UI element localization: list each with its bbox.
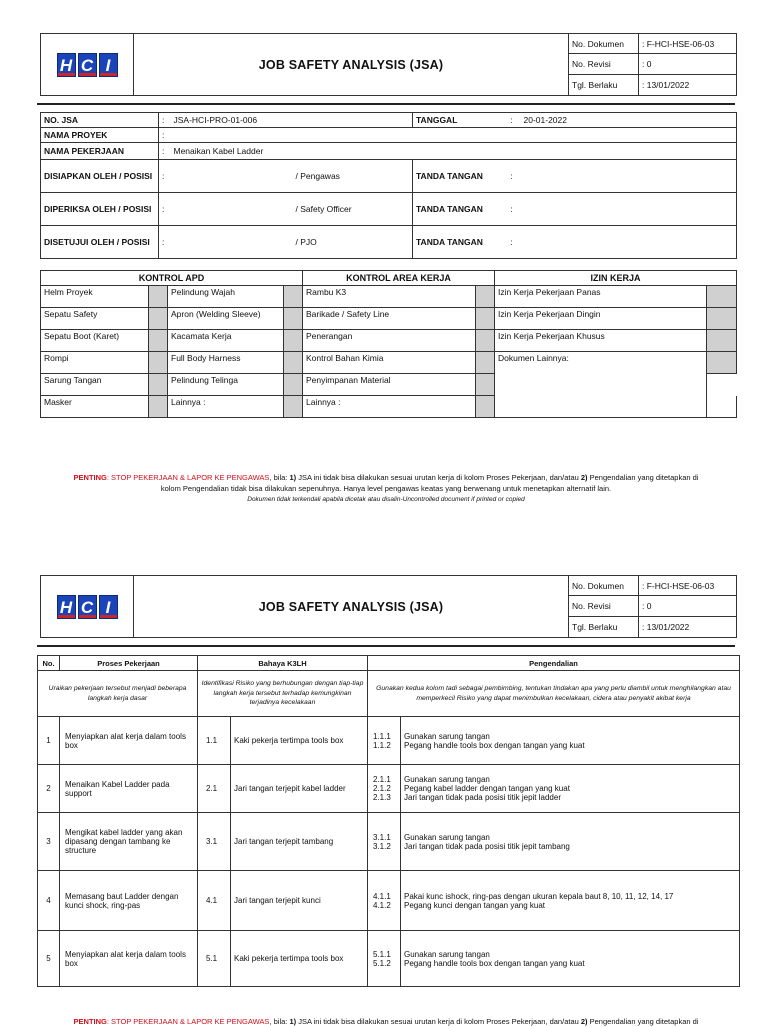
- checkbox[interactable]: [284, 352, 303, 374]
- ppe-item: Sepatu Boot (Karet): [41, 330, 149, 352]
- signature-label: TANDA TANGAN: [413, 193, 503, 226]
- checkbox[interactable]: [149, 308, 168, 330]
- signature-field[interactable]: [521, 193, 737, 226]
- control-texts: [401, 765, 740, 813]
- warning-notice: PENTING: STOP PEKERJAAN & LAPOR KE PENGAWAS, bila: 1) JSA ini tidak bisa dilakukan sesuai urutan kerja di kolom Proses Pekerjaan, dan/atau 2) Pengendalian yang ditetapkan di: [73, 1017, 699, 1026]
- header-divider: [37, 103, 735, 105]
- control-text: Jari tangan tidak pada posisi titik jepit ladder: [404, 793, 561, 802]
- ppe-item: Kacamata Kerja: [168, 330, 284, 352]
- hazard-id: 5.1: [198, 931, 231, 987]
- hazard-text: Kaki pekerja tertimpa tools box: [231, 717, 368, 765]
- ppe-item: Lainnya :: [168, 396, 284, 418]
- col-process-header: Proses Pekerjaan: [60, 656, 198, 671]
- checkbox[interactable]: [149, 330, 168, 352]
- hazard-id: 4.1: [198, 871, 231, 931]
- permit-item: Izin Kerja Pekerjaan Panas: [495, 286, 707, 308]
- checked-by-role: / Safety Officer: [293, 193, 413, 226]
- area-item: Kontrol Bahan Kimia: [303, 352, 476, 374]
- ppe-item: Pelindung Wajah: [168, 286, 284, 308]
- control-texts: [401, 931, 740, 987]
- approved-by-role: / PJO: [293, 226, 413, 259]
- checkbox[interactable]: [476, 286, 495, 308]
- task-row: [38, 931, 740, 987]
- control-id: 2.1.1: [373, 775, 391, 784]
- doc-no-label: No. Dokumen: [569, 34, 639, 54]
- revision-value: : 0: [639, 54, 737, 75]
- control-ids: [368, 813, 401, 871]
- control-texts: [401, 871, 740, 931]
- important-label: PENTING: [73, 473, 107, 482]
- company-logo: [41, 34, 134, 96]
- hazard-description: Identifikasi Risiko yang berhubungan dengan tiap-tiap langkah kerja tersebut terhadap kemungkinan terjadinya kecelakaan: [198, 671, 368, 717]
- control-ids: [368, 871, 401, 931]
- revision-value: : 0: [639, 596, 737, 617]
- control-id: 2.1.3: [373, 793, 391, 802]
- step-process: Menyiapkan alat kerja dalam tools box: [60, 931, 198, 987]
- effective-date-value: : 13/01/2022: [639, 75, 737, 96]
- hazard-text: Jari tangan terjepit kabel ladder: [231, 765, 368, 813]
- step-number: 5: [38, 931, 60, 987]
- hazard-text: Jari tangan terjepit tambang: [231, 813, 368, 871]
- permit-item: Izin Kerja Pekerjaan Dingin: [495, 308, 707, 330]
- control-id: 2.1.2: [373, 784, 391, 793]
- checkbox[interactable]: [707, 308, 737, 330]
- step-process: Menyiapkan alat kerja dalam tools box: [60, 717, 198, 765]
- hazard-text: Jari tangan terjepit kunci: [231, 871, 368, 931]
- ppe-item: Pelindung Telinga: [168, 374, 284, 396]
- step-number: 2: [38, 765, 60, 813]
- area-item: Penerangan: [303, 330, 476, 352]
- task-row: [38, 765, 740, 813]
- ppe-item: Full Body Harness: [168, 352, 284, 374]
- area-item: Lainnya :: [303, 396, 476, 418]
- control-id: 3.1.1: [373, 832, 391, 842]
- ppe-item: Apron (Welding Sleeve): [168, 308, 284, 330]
- area-item: Rambu K3: [303, 286, 476, 308]
- task-row: [38, 871, 740, 931]
- signature-field[interactable]: [521, 160, 737, 193]
- doc-no-label: No. Dokumen: [569, 576, 639, 596]
- col-hazard-header: Bahaya K3LH: [198, 656, 368, 671]
- checkbox[interactable]: [707, 352, 737, 374]
- control-id: 3.1.2: [373, 841, 391, 851]
- control-text: Pakai kunc ishock, ring-pas dengan ukuran kepala baut 8, 10, 11, 12, 14, 17: [404, 891, 674, 901]
- checkbox[interactable]: [149, 396, 168, 418]
- logo-letter: I: [99, 595, 118, 619]
- control-checklist: [40, 270, 737, 418]
- checkbox[interactable]: [476, 352, 495, 374]
- task-row: [38, 717, 740, 765]
- checkbox[interactable]: [707, 330, 737, 352]
- document-header-2: [40, 575, 737, 638]
- col-control-header: Pengendalian: [368, 656, 740, 671]
- control-ids: [368, 931, 401, 987]
- doc-no-value: : F-HCI-HSE-06-03: [639, 34, 737, 54]
- job-name-label: NAMA PEKERJAAN: [41, 143, 159, 160]
- hazard-id: 2.1: [198, 765, 231, 813]
- control-id: 5.1.1: [373, 949, 391, 959]
- hci-logo: [57, 595, 118, 619]
- uncontrolled-document-note: Dokumen tidak terkendali apabila dicetak atau disalin-Uncontrolled document if printed or copied: [247, 496, 525, 503]
- signature-label: TANDA TANGAN: [413, 160, 503, 193]
- checkbox[interactable]: [284, 374, 303, 396]
- control-text: Pegang kunci dengan tangan yang kuat: [404, 900, 546, 910]
- control-text: Pegang handle tools box dengan tangan yang kuat: [404, 958, 585, 968]
- ppe-item: Sarung Tangan: [41, 374, 149, 396]
- warning-notice: PENTING: STOP PEKERJAAN & LAPOR KE PENGAWAS, bila: 1) JSA ini tidak bisa dilakukan sesuai urutan kerja di kolom Proses Pekerjaan, dan/atau 2) Pengendalian yang ditetapkan di kolom Pengendalian tidak bisa dilakukan sepenuhnya. Hanya level pengawas keatas yang berwenang untuk menetapkan alternatif lain. Dokumen tidak terkendali apabila dicetak atau disalin-Uncontrolled document if printed or copied: [36, 472, 736, 505]
- permit-item: Dokumen Lainnya:: [495, 352, 707, 418]
- logo-letter: C: [78, 53, 97, 77]
- effective-date-value: : 13/01/2022: [639, 617, 737, 638]
- hazard-id: 3.1: [198, 813, 231, 871]
- control-id: 5.1.2: [373, 958, 391, 968]
- process-description: Uraikan pekerjaan tersebut menjadi beberapa langkah kerja dasar: [38, 671, 198, 717]
- step-process: Mengikat kabel ladder yang akan dipasang dengan tambang ke structure: [60, 813, 198, 871]
- checkbox[interactable]: [284, 286, 303, 308]
- control-id: 1.1.1: [373, 731, 391, 741]
- control-ids: [368, 717, 401, 765]
- control-texts: [401, 717, 740, 765]
- task-rows: [38, 717, 740, 987]
- step-number: 3: [38, 813, 60, 871]
- control-id: 1.1.2: [373, 740, 391, 750]
- signature-field[interactable]: [521, 226, 737, 259]
- control-text: Gunakan sarung tangan: [404, 775, 490, 784]
- ppe-control-header: KONTROL APD: [41, 271, 303, 286]
- revision-label: No. Revisi: [569, 54, 639, 75]
- col-no-header: No.: [38, 656, 60, 671]
- checked-by-label: DIPERIKSA OLEH / POSISI: [41, 193, 159, 226]
- step-process: Memasang baut Ladder dengan kunci shock, ring-pas: [60, 871, 198, 931]
- control-text: Pegang handle tools box dengan tangan yang kuat: [404, 740, 585, 750]
- prepared-by-role: / Pengawas: [293, 160, 413, 193]
- jsa-task-table: [37, 655, 740, 987]
- step-process: Menaikan Kabel Ladder pada support: [60, 765, 198, 813]
- checkbox[interactable]: [284, 396, 303, 418]
- work-area-control-header: KONTROL AREA KERJA: [303, 271, 495, 286]
- checkbox[interactable]: [476, 374, 495, 396]
- ppe-item: Sepatu Safety: [41, 308, 149, 330]
- document-title: JOB SAFETY ANALYSIS (JSA): [134, 34, 569, 96]
- signature-label: TANDA TANGAN: [413, 226, 503, 259]
- job-name-value: Menaikan Kabel Ladder: [171, 143, 737, 160]
- control-text: Gunakan sarung tangan: [404, 731, 490, 741]
- project-name-value: [171, 128, 737, 143]
- document-header-1: [40, 33, 737, 96]
- step-number: 4: [38, 871, 60, 931]
- checkbox[interactable]: [284, 330, 303, 352]
- area-item: Barikade / Safety Line: [303, 308, 476, 330]
- checkbox[interactable]: [476, 308, 495, 330]
- jsa-info-table: NO. JSA : JSA-HCI-PRO-01-006 TANGGAL : 20-01-2022 NAMA PROYEK : NAMA PEKERJAAN : Menaikan Kabel Ladder DISIAPKAN OLEH / POSISI : / Pengawas TANDA TANGAN : DIPERIKSA OLEH / POSISI : / Safety Officer TANDA TANGAN : DISETUJUI OLEH / POSISI : / PJO TANDA TANGAN :: [40, 112, 737, 259]
- logo-letter: H: [57, 595, 76, 619]
- checkbox[interactable]: [476, 330, 495, 352]
- checkbox[interactable]: [284, 308, 303, 330]
- step-number: 1: [38, 717, 60, 765]
- control-texts: [401, 813, 740, 871]
- hci-logo: [57, 53, 118, 77]
- jsa-number-value: JSA-HCI-PRO-01-006: [171, 113, 413, 128]
- effective-date-label: Tgl. Berlaku: [569, 617, 639, 638]
- checkbox[interactable]: [149, 374, 168, 396]
- approved-by-label: DISETUJUI OLEH / POSISI: [41, 226, 159, 259]
- project-name-label: NAMA PROYEK: [41, 128, 159, 143]
- header-divider: [37, 645, 735, 647]
- doc-no-value: : F-HCI-HSE-06-03: [639, 576, 737, 596]
- control-text: Gunakan sarung tangan: [404, 949, 490, 959]
- logo-letter: I: [99, 53, 118, 77]
- hazard-text: Kaki pekerja tertimpa tools box: [231, 931, 368, 987]
- ppe-item: Helm Proyek: [41, 286, 149, 308]
- area-item: Penyimpanan Material: [303, 374, 476, 396]
- control-text: Pegang kabel ladder dengan tangan yang kuat: [404, 784, 570, 793]
- control-text: Jari tangan tidak pada posisi titik jepit tambang: [404, 841, 570, 851]
- checkbox[interactable]: [476, 396, 495, 418]
- date-value: 20-01-2022: [521, 113, 737, 128]
- jsa-number-label: NO. JSA: [41, 113, 159, 128]
- hazard-id: 1.1: [198, 717, 231, 765]
- control-ids: [368, 765, 401, 813]
- prepared-by-label: DISIAPKAN OLEH / POSISI: [41, 160, 159, 193]
- permit-item: Izin Kerja Pekerjaan Khusus: [495, 330, 707, 352]
- company-logo: [41, 576, 134, 638]
- control-text: Gunakan sarung tangan: [404, 832, 490, 842]
- task-row: [38, 813, 740, 871]
- work-permit-header: IZIN KERJA: [495, 271, 737, 286]
- date-label: TANGGAL: [413, 113, 503, 128]
- control-id: 4.1.2: [373, 900, 391, 910]
- checkbox[interactable]: [149, 286, 168, 308]
- ppe-item: Masker: [41, 396, 149, 418]
- logo-letter: C: [78, 595, 97, 619]
- important-label: PENTING: [73, 1017, 107, 1026]
- revision-label: No. Revisi: [569, 596, 639, 617]
- control-id: 4.1.1: [373, 891, 391, 901]
- checkbox[interactable]: [707, 286, 737, 308]
- control-description: Gunakan kedua kolom tadi sebagai pembimbing, tentukan tindakan apa yang perlu diambil untuk menghilangkan atau memperkecil Risiko yang dapat menimbulkan kecelakaan, cidera atau penyakit akibat kerja: [368, 671, 740, 717]
- ppe-item: Rompi: [41, 352, 149, 374]
- document-title: JOB SAFETY ANALYSIS (JSA): [134, 576, 569, 638]
- effective-date-label: Tgl. Berlaku: [569, 75, 639, 96]
- logo-letter: H: [57, 53, 76, 77]
- checkbox[interactable]: [149, 352, 168, 374]
